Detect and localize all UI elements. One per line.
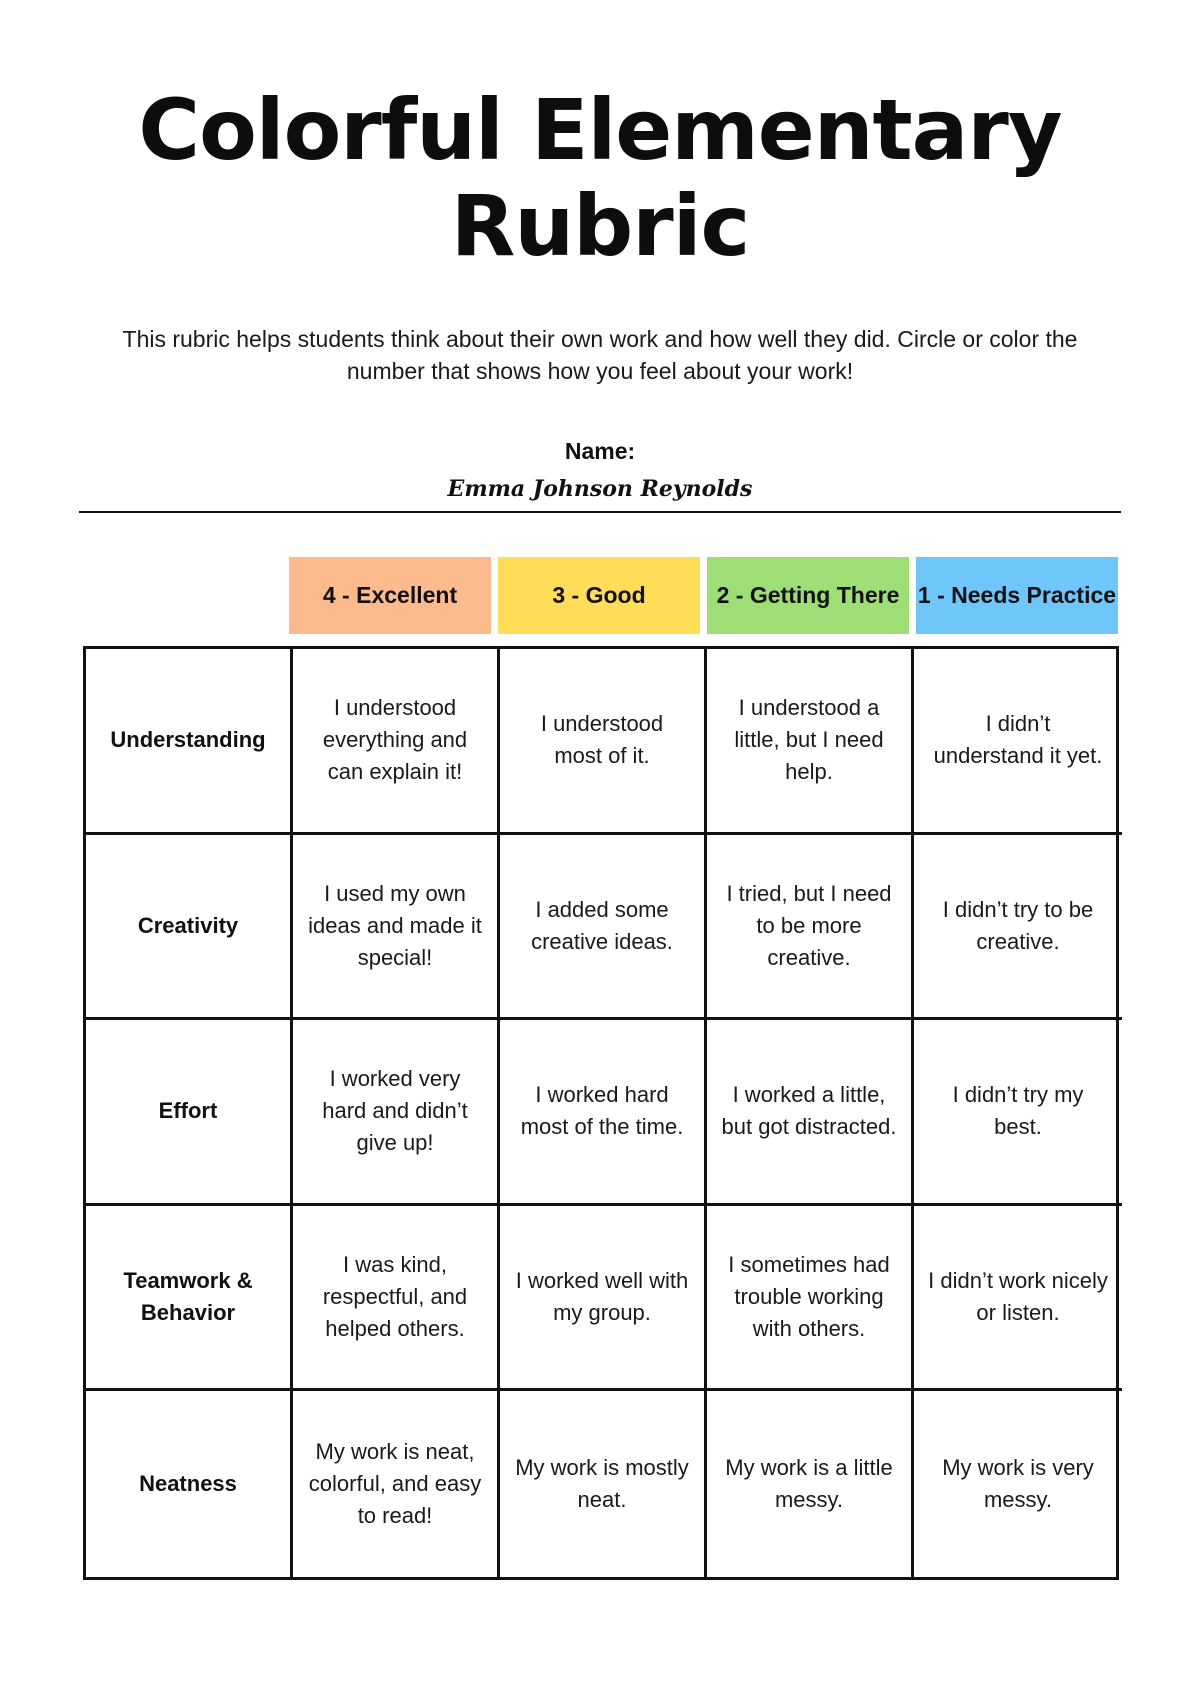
rubric-cell[interactable]: I didn’t understand it yet. <box>914 649 1122 835</box>
rubric-cell[interactable]: I understood most of it. <box>500 649 707 835</box>
rubric-cell[interactable]: I worked well with my group. <box>500 1206 707 1392</box>
criterion-teamwork-behavior: Teamwork & Behavior <box>86 1206 293 1392</box>
rubric-cell[interactable]: My work is a little messy. <box>707 1391 914 1577</box>
rubric-cell[interactable]: I worked very hard and didn’t give up! <box>293 1020 500 1206</box>
level-excellent[interactable]: 4 - Excellent <box>289 557 491 634</box>
level-good[interactable]: 3 - Good <box>498 557 700 634</box>
page-title: Colorful Elementary Rubric <box>138 81 1062 275</box>
rubric-cell[interactable]: I added some creative ideas. <box>500 835 707 1021</box>
intro-paragraph: This rubric helps students think about their own work and how well they did. Circle or color the number that shows how you feel about your work! <box>122 326 1078 384</box>
rubric-cell[interactable]: I sometimes had trouble working with others. <box>707 1206 914 1392</box>
rubric-cell[interactable]: I worked a little, but got distracted. <box>707 1020 914 1206</box>
criterion-neatness: Neatness <box>86 1391 293 1577</box>
rubric-cell[interactable]: I worked hard most of the time. <box>500 1020 707 1206</box>
criterion-effort: Effort <box>86 1020 293 1206</box>
rating-levels-header <box>289 557 1121 634</box>
rubric-cell[interactable]: I tried, but I need to be more creative. <box>707 835 914 1021</box>
rubric-cell[interactable]: My work is very messy. <box>942 1455 1094 1513</box>
rubric-cell[interactable]: I didn’t try my best. <box>914 1020 1122 1206</box>
rubric-cell[interactable]: I didn’t work nicely or listen. <box>914 1206 1122 1392</box>
rubric-table <box>83 646 1119 1580</box>
student-name[interactable]: Emma Johnson Reynolds <box>447 476 753 502</box>
name-label: Name: <box>564 438 636 464</box>
level-getting-there[interactable]: 2 - Getting There <box>707 557 909 634</box>
criterion-understanding: Understanding <box>86 649 293 835</box>
rubric-cell[interactable]: My work is mostly neat. <box>500 1391 707 1577</box>
rubric-cell[interactable]: I used my own ideas and made it special! <box>293 835 500 1021</box>
rubric-cell[interactable]: I didn’t try to be creative. <box>914 835 1122 1021</box>
rubric-cell[interactable]: I was kind, respectful, and helped others. <box>293 1206 500 1392</box>
rubric-cell[interactable]: I understood a little, but I need help. <box>707 649 914 835</box>
level-needs-practice[interactable]: 1 - Needs Practice <box>916 557 1118 634</box>
rubric-cell[interactable]: I understood everything and can explain it! <box>293 649 500 835</box>
rubric-cell[interactable]: My work is neat, colorful, and easy to read! <box>293 1391 500 1577</box>
name-underline <box>79 511 1121 513</box>
criterion-creativity: Creativity <box>86 835 293 1021</box>
